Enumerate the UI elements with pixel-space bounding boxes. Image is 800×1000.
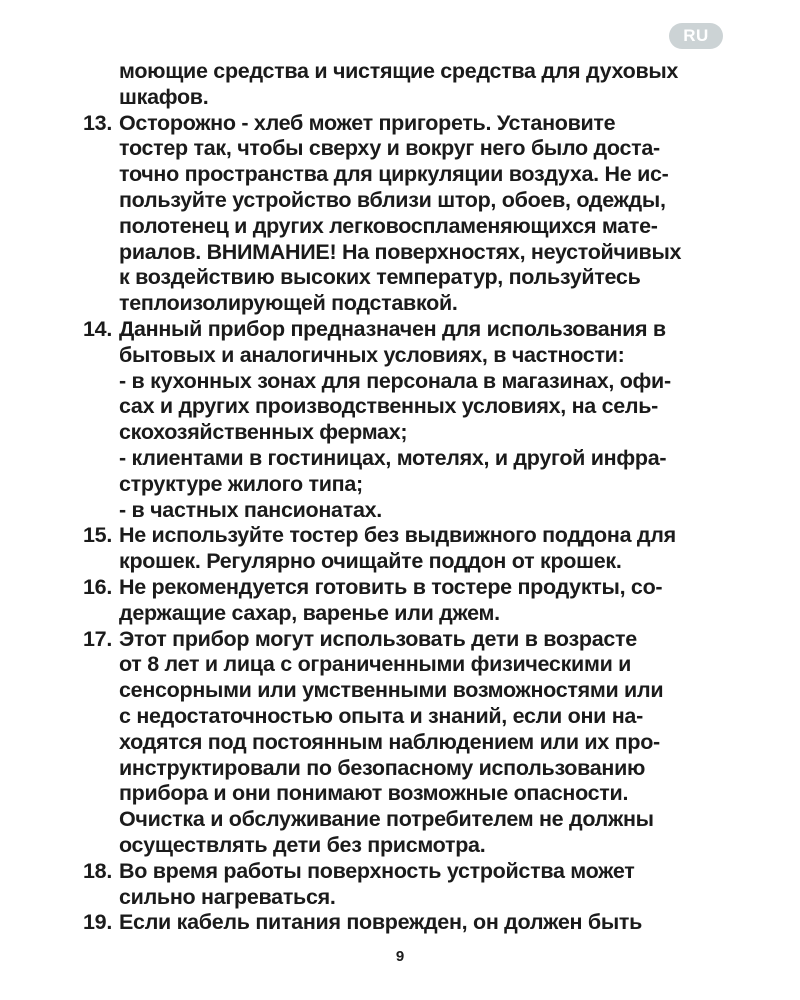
text-line: Осторожно - хлеб может пригореть. Установите [119,110,616,135]
text-line: прибора и они понимают возможные опасности. [119,781,629,806]
text-line: сах и других производственных условиях, на сель- [119,394,659,419]
text-line: осуществлять дети без присмотра. [119,832,486,857]
text-line: сильно нагреваться. [119,884,336,909]
text-line: моющие средства и чистящие средства для духовых [119,59,679,83]
text-line: пользуйте устройство вблизи штор, обоев, одежды, [119,187,666,212]
text-line: шкафов. [119,84,209,109]
list-item-18 [83,859,738,911]
list-item-16 [83,575,738,627]
text-line: теплоизолирующей подставкой. [119,291,458,316]
text-line: Во время работы поверхность устройства может [119,858,635,883]
list-item-14 [83,317,738,523]
text-line: Не используйте тостер без выдвижного поддона для [119,523,676,548]
text-line: с недостаточностью опыта и знаний, если они на- [119,703,643,728]
text-line: Данный прибор предназначен для использования в [119,316,666,341]
list-item-19 [83,910,738,936]
text-line: тостер так, чтобы сверху и вокруг него было доста- [119,136,660,161]
item-number: 19. [83,910,112,935]
text-line: - клиентами в гостиницах, мотелях, и другой инфра- [119,445,667,470]
text-line: скохозяйственных фермах; [119,420,408,445]
page-number: 9 [395,948,405,965]
text-line: инструктировали по безопасному использованию [119,755,646,780]
text-line: Этот прибор могут использовать дети в возрасте [119,626,637,651]
text-line: держащие сахар, варенье или джем. [119,600,500,625]
text-line: Очистка и обслуживание потребителем не должны [119,807,654,832]
text-line: крошек. Регулярно очищайте поддон от крошек. [119,549,622,574]
text-line: - в кухонных зонах для персонала в магазинах, офи- [119,368,671,393]
language-badge-label: RU [683,26,709,45]
instructions-text-block [83,59,738,936]
text-line: Не рекомендуется готовить в тостере продукты, со- [119,574,663,599]
text-line: от 8 лет и лица с ограниченными физическими и [119,652,632,677]
item-number: 13. [83,110,112,135]
list-item-13 [83,111,738,317]
text-line: точно пространства для циркуляции воздуха. Не ис- [119,162,669,187]
text-line: ходятся под постоянным наблюдением или их про- [119,729,660,754]
text-line: бытовых и аналогичных условиях, в частности: [119,342,625,367]
text-line: - в частных пансионатах. [119,497,382,522]
text-line: к воздействию высоких температур, пользуйтесь [119,265,641,290]
text-line: сенсорными или умственными возможностями или [119,678,664,703]
list-item-17 [83,627,738,859]
language-badge [669,23,723,49]
continuation-paragraph [83,59,738,111]
item-number: 14. [83,316,112,341]
item-number: 16. [83,574,112,599]
item-number: 15. [83,523,112,548]
text-line: полотенец и других легковоспламеняющихся мате- [119,213,658,238]
text-line: структуре жилого типа; [119,471,363,496]
list-item-15 [83,523,738,575]
text-line: риалов. ВНИМАНИЕ! На поверхностях, неустойчивых [119,239,682,264]
text-line: Если кабель питания поврежден, он должен быть [119,910,643,935]
item-number: 18. [83,858,112,883]
item-number: 17. [83,626,112,651]
